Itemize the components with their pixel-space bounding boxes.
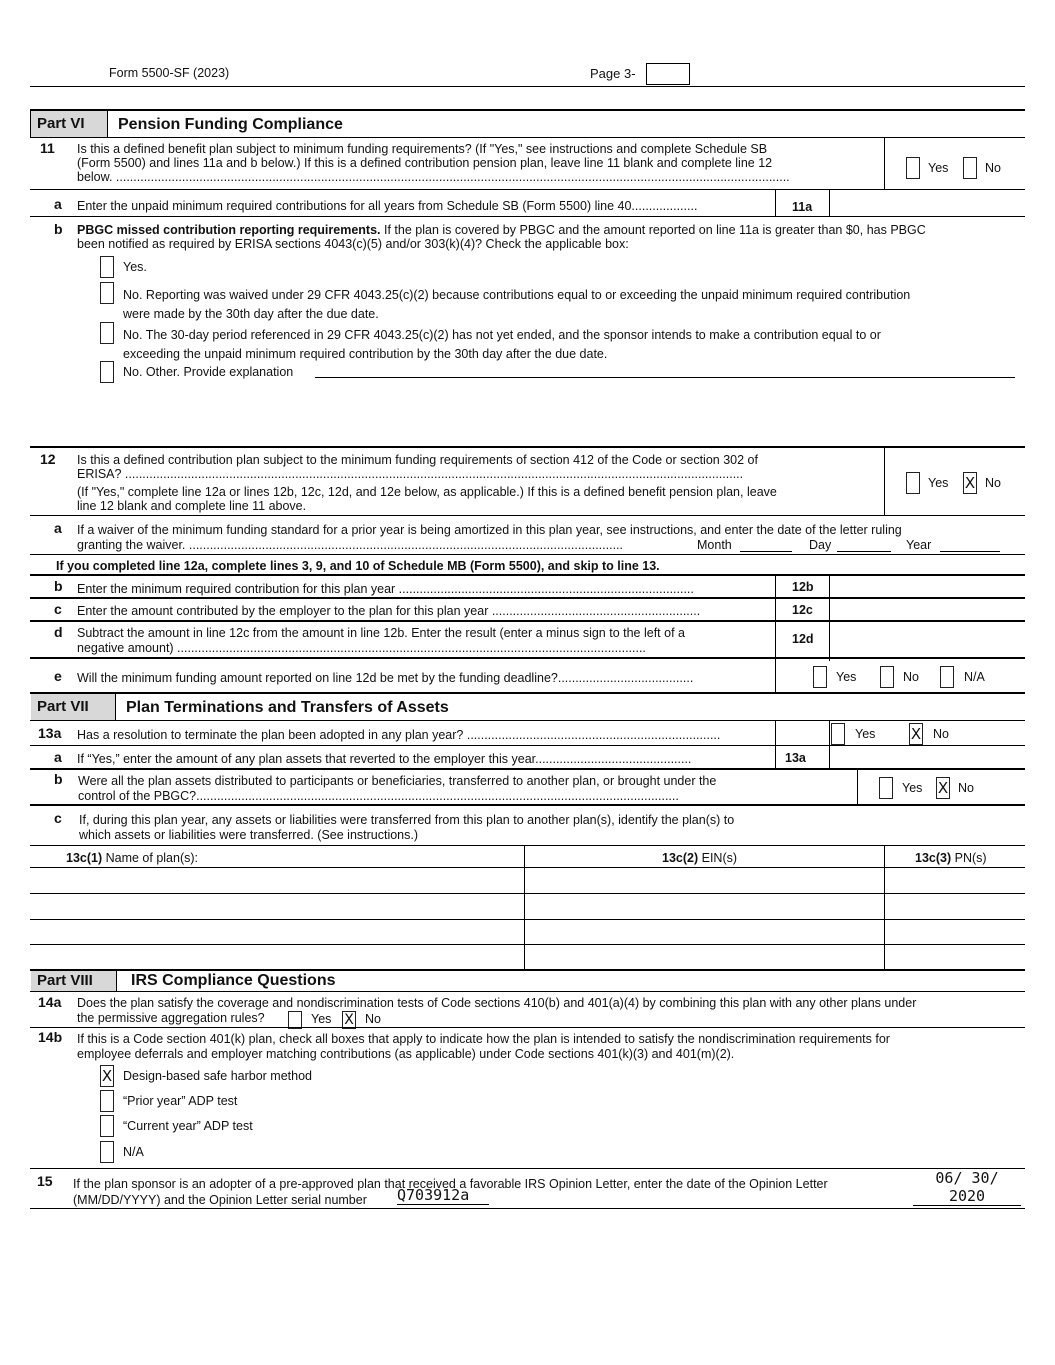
line-13a-yes-label: Yes <box>855 727 876 741</box>
line-13a-number: 13a <box>38 725 62 741</box>
part-viii-tag: Part VIII <box>31 971 117 991</box>
line-12b-letter: b <box>54 578 63 594</box>
line-13a-a-text: If “Yes,” enter the amount of any plan assets that reverted to the employer this year............................................. <box>77 752 692 766</box>
transfer-plan-name-row-4[interactable] <box>31 945 523 969</box>
line-12b-amount-field[interactable] <box>830 575 1024 597</box>
line-13c-text: If, during this plan year, any assets or liabilities were transferred from this plan to another plan(s), identify the plan(s) to which assets or liabilities were transferred. (See instructions.) <box>79 813 735 842</box>
line-11a-text: Enter the unpaid minimum required contributions for all years from Schedule SB (Form 5500) line 40................... <box>77 199 698 213</box>
form-id: Form 5500-SF (2023) <box>109 66 230 80</box>
line-14a-number: 14a <box>38 994 62 1010</box>
line-13b-no-label: No <box>958 781 974 795</box>
line-12b-text: Enter the minimum required contribution for this plan year ..................................................................................... <box>77 582 694 596</box>
line-15-number: 15 <box>37 1173 53 1189</box>
prior-year-adp-checkbox[interactable] <box>100 1090 114 1112</box>
line-12a-month-field[interactable] <box>740 538 792 552</box>
line-11a-letter: a <box>54 196 62 212</box>
prior-year-adp-label: “Prior year” ADP test <box>123 1094 238 1108</box>
line-13a-box-label: 13a <box>785 751 806 765</box>
line-12a-day-label: Day <box>809 538 832 552</box>
line-11-no-checkbox[interactable] <box>963 157 977 179</box>
line-11-number: 11 <box>40 140 55 156</box>
line-12-no-checkbox[interactable]: X <box>964 474 976 492</box>
line-13a-no-checkbox[interactable]: X <box>910 725 922 743</box>
line-14b-number: 14b <box>38 1029 63 1045</box>
line-13b-letter: b <box>54 771 63 787</box>
part-viii-title: IRS Compliance Questions <box>131 972 336 989</box>
line-11a-amount-field[interactable] <box>830 190 1024 216</box>
line-12e-yes-checkbox[interactable] <box>813 666 827 688</box>
line-12d-amount-field[interactable] <box>830 621 1024 657</box>
line-14a-no-label: No <box>365 1012 381 1026</box>
line-11-yes-label: Yes <box>928 161 949 175</box>
header-rule <box>30 86 1025 87</box>
line-13b-yes-label: Yes <box>902 781 923 795</box>
line-11b-waived-label: No. Reporting was waived under 29 CFR 4043.25(c)(2) because contributions equal to or exceeding the unpaid minimum required contribution were made by the 30th day after the due date. <box>123 288 911 321</box>
col-13c2-header: 13c(2) EIN(s) <box>662 851 738 865</box>
line-11b-yes-checkbox[interactable] <box>100 256 114 278</box>
line-12a-day-field[interactable] <box>837 538 891 552</box>
transfer-plan-name-row-1[interactable] <box>31 868 523 893</box>
line-12e-na-checkbox[interactable] <box>940 666 954 688</box>
opinion-letter-date-field[interactable]: 06/ 30/ 2020 <box>913 1169 1021 1206</box>
line-13a-amount-field[interactable] <box>830 746 1024 768</box>
line-11b-explanation-field[interactable] <box>315 362 1015 378</box>
line-11b-yes-label: Yes. <box>123 260 147 274</box>
line-12a-year-label: Year <box>906 538 932 552</box>
line-13b-no-checkbox[interactable]: X <box>937 779 949 797</box>
na-label: N/A <box>123 1145 144 1159</box>
current-year-adp-checkbox[interactable] <box>100 1115 114 1137</box>
line-12c-text: Enter the amount contributed by the employer to the plan for this plan year ............................................................ <box>77 604 701 618</box>
line-12e-no-label: No <box>903 670 919 684</box>
line-11-text: Is this a defined benefit plan subject to minimum funding requirements? (If "Yes," see instructions and complete Schedule SB (Form 5500) and lines 11a and b below.) If this is a defined contribution pension plan, leave line 11 blank and complete line 12 below. .................................................................................................................................................................................................. <box>77 142 790 184</box>
line-11b-letter: b <box>54 221 63 237</box>
line-12-yes-checkbox[interactable] <box>906 472 920 494</box>
line-13c-letter: c <box>54 810 62 826</box>
line-11b-other-checkbox[interactable] <box>100 361 114 383</box>
line-14a-text: Does the plan satisfy the coverage and nondiscrimination tests of Code sections 410(b) and 401(a)(4) by combining this plan with any other plans under the permissive aggregation rules? <box>77 996 917 1025</box>
line-12c-letter: c <box>54 601 62 617</box>
line-12e-yes-label: Yes <box>836 670 857 684</box>
line-13a-a-letter: a <box>54 749 62 765</box>
line-13a-text: Has a resolution to terminate the plan been adopted in any plan year? ......................................................................... <box>77 728 721 742</box>
design-based-safe-harbor-checkbox[interactable]: X <box>101 1067 113 1085</box>
line-12e-letter: e <box>54 668 62 684</box>
line-11-yes-checkbox[interactable] <box>906 157 920 179</box>
na-checkbox[interactable] <box>100 1141 114 1163</box>
line-13a-no-label: No <box>933 727 949 741</box>
line-12a-note: If you completed line 12a, complete lines 3, 9, and 10 of Schedule MB (Form 5500), and skip to line 13. <box>56 559 660 573</box>
line-12a-text: If a waiver of the minimum funding standard for a prior year is being amortized in this plan year, see instructions, and enter the date of the letter ruling <box>77 523 902 537</box>
line-12a-text-2: granting the waiver. ............................................................................................................................. <box>77 538 623 552</box>
part-vi-title: Pension Funding Compliance <box>118 116 343 133</box>
line-12d-box-label: 12d <box>792 632 814 646</box>
line-11b-not-ended-checkbox[interactable] <box>100 322 114 344</box>
line-12d-text: Subtract the amount in line 12c from the amount in line 12b. Enter the result (enter a minus sign to the left of a negative amount) ....................................................................................................................................... <box>77 626 685 655</box>
line-12a-month-label: Month <box>697 538 732 552</box>
line-11b-other-label: No. Other. Provide explanation <box>123 365 294 379</box>
page-label: Page 3- <box>590 66 636 81</box>
current-year-adp-label: “Current year” ADP test <box>123 1119 253 1133</box>
line-12d-letter: d <box>54 624 63 640</box>
line-13b-yes-checkbox[interactable] <box>879 777 893 799</box>
line-12a-year-field[interactable] <box>940 538 1000 552</box>
line-12b-box-label: 12b <box>792 580 814 594</box>
line-15-text: If the plan sponsor is an adopter of a pre-approved plan that received a favorable IRS Opinion Letter, enter the date of the Opinion Letter (MM/DD/YYYY) and the Opinion Letter serial number <box>73 1177 828 1207</box>
page-number-box[interactable] <box>646 63 690 85</box>
line-12-number: 12 <box>40 451 56 467</box>
line-12a-letter: a <box>54 520 62 536</box>
line-13b-text: Were all the plan assets distributed to participants or beneficiaries, transferred to another plan, or brought under the control of the PBGC?........................................................................................................................................... <box>78 774 717 803</box>
line-13a-yes-checkbox[interactable] <box>831 723 845 745</box>
part-vi-tag: Part VI <box>31 111 108 137</box>
part-vii-title: Plan Terminations and Transfers of Assets <box>126 699 449 716</box>
line-14a-yes-label: Yes <box>311 1012 332 1026</box>
line-12-yes-label: Yes <box>928 476 949 490</box>
line-11a-box-label: 11a <box>792 200 813 214</box>
part-vii-tag: Part VII <box>31 694 116 720</box>
line-11b-waived-checkbox[interactable] <box>100 282 114 304</box>
line-14a-no-checkbox[interactable]: X <box>342 1011 356 1029</box>
line-14b-text: If this is a Code section 401(k) plan, check all boxes that apply to indicate how the plan is intended to satisfy the nondiscrimination requirements for employee deferrals and employer matching contributions (as applicable) under Code sections 401(k)(3) and 401(m)(2). <box>77 1032 890 1061</box>
opinion-letter-serial-field[interactable]: Q703912a <box>397 1186 489 1205</box>
col-13c3-header: 13c(3) PN(s) <box>915 851 987 865</box>
line-11b-text: PBGC missed contribution reporting requirements. If the plan is covered by PBGC and the amount reported on line 11a is greater than $0, has PBGC been notified as required by ERISA sections 4043(c)(5) and/or 303(k)(4)? Check the applicable box: <box>77 223 926 251</box>
line-12-no-label: No <box>985 476 1001 490</box>
line-12c-box-label: 12c <box>792 603 813 617</box>
transfer-plan-name-row-3[interactable] <box>31 920 523 944</box>
line-11b-not-ended-label: No. The 30-day period referenced in 29 CFR 4043.25(c)(2) has not yet ended, and the sponsor intends to make a contribution equal to or exceeding the unpaid minimum required contribution by the 30th day after the due date. <box>123 328 881 361</box>
line-11-no-label: No <box>985 161 1001 175</box>
line-12e-text: Will the minimum funding amount reported on line 12d be met by the funding deadline?....................................... <box>77 671 694 685</box>
design-based-safe-harbor-label: Design-based safe harbor method <box>123 1069 313 1083</box>
line-12e-no-checkbox[interactable] <box>880 666 894 688</box>
line-12-text: Is this a defined contribution plan subject to the minimum funding requirements of section 412 of the Code or section 302 of ERISA? .................................................................................................................................................................................. (If "Yes," complete line 12a or lines 12b, 12c, 12d, and 12e below, as applicable.) If this is a defined benefit pension plan, leave line 12 blank and complete line 11 above. <box>77 453 777 513</box>
transfer-plan-name-row-2[interactable] <box>31 894 523 919</box>
line-12c-amount-field[interactable] <box>830 598 1024 620</box>
line-12e-na-label: N/A <box>964 670 985 684</box>
col-13c1-header: 13c(1) Name of plan(s): <box>66 851 199 865</box>
